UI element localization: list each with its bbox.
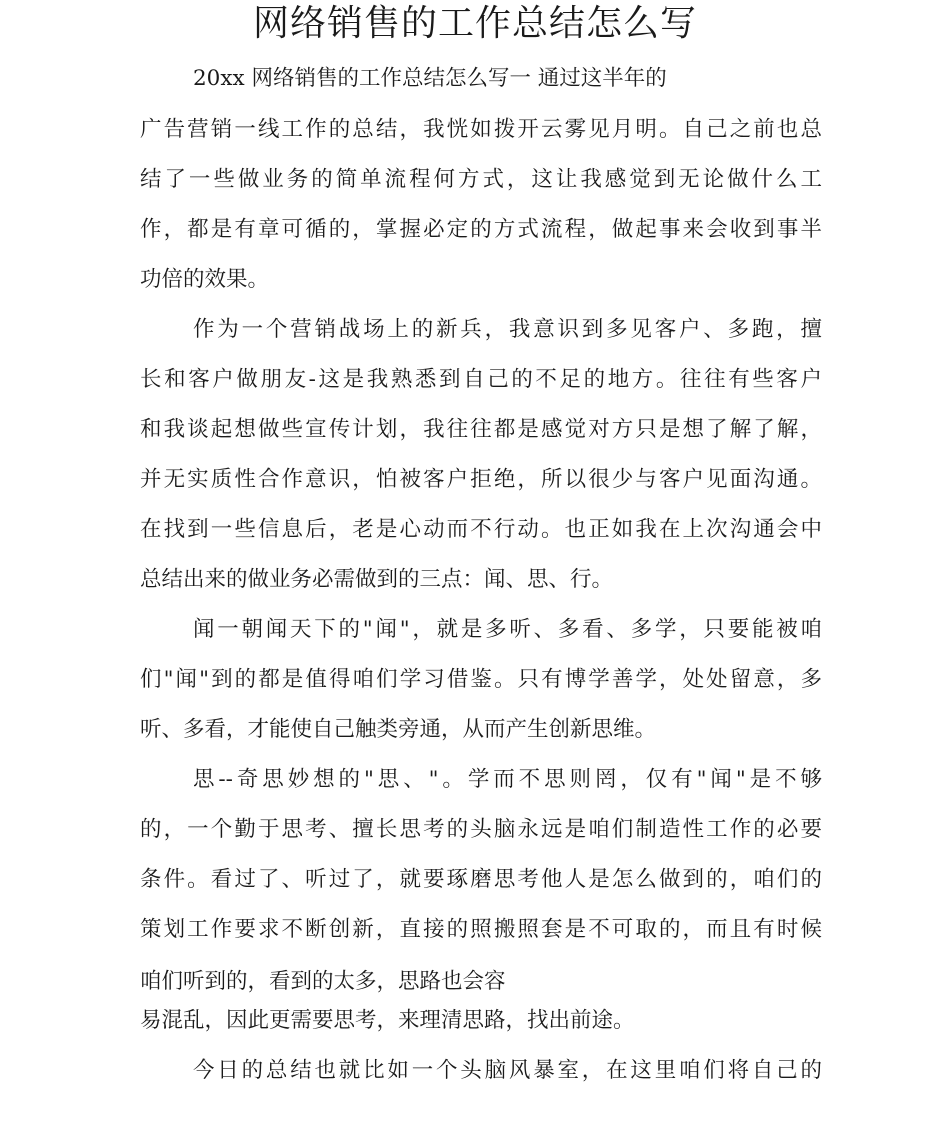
paragraph-line: 作为一个营销战场上的新兵，我意识到多见客户、多跑，擅 — [193, 317, 822, 342]
paragraph-line: 的，一个勤于思考、擅长思考的头脑永远是咱们制造性工作的必要 — [140, 817, 822, 842]
paragraph-line: 在找到一些信息后，老是心动而不行动。也正如我在上次沟通会中 — [140, 517, 822, 542]
paragraph-line: 条件。看过了、听过了，就要琢磨思考他人是怎么做到的，咱们的 — [140, 867, 822, 892]
paragraph-line: 闻一朝闻天下的"闻"，就是多听、多看、多学，只要能被咱 — [193, 617, 822, 642]
paragraph-line: 思--奇思妙想的"思、"。学而不思则罔，仅有"闻"是不够 — [193, 767, 822, 792]
paragraph-line: 作，都是有章可循的，掌握必定的方式流程，做起事来会收到事半 — [140, 217, 822, 242]
paragraph-line: 策划工作要求不断创新，直接的照搬照套是不可取的，而且有时候 — [140, 917, 822, 942]
paragraph-line: 广告营销一线工作的总结，我恍如拨开云雾见月明。自己之前也总 — [140, 117, 822, 142]
paragraph-line: 咱们听到的，看到的太多，思路也会容 — [140, 969, 506, 994]
paragraph-line: 听、多看，才能使自己触类旁通，从而产生创新思维。 — [140, 717, 657, 742]
paragraph-line: 功倍的效果。 — [140, 267, 270, 292]
paragraph-line: 和我谈起想做些宣传计划，我往往都是感觉对方只是想了解了解， — [140, 417, 822, 442]
paragraph-line: 今日的总结也就比如一个头脑风暴室，在这里咱们将自己的 — [193, 1058, 822, 1083]
paragraph-line: 20xx 网络销售的工作总结怎么写一 通过这半年的 — [193, 66, 667, 91]
paragraph-line: 易混乱，因此更需要思考，来理清思路，找出前途。 — [140, 1008, 635, 1033]
paragraph-line: 们"闻"到的都是值得咱们学习借鉴。只有博学善学，处处留意，多 — [140, 667, 822, 692]
paragraph-line: 长和客户做朋友-这是我熟悉到自己的不足的地方。往往有些客户 — [140, 367, 822, 392]
document-title: 网络销售的工作总结怎么写 — [252, 3, 697, 44]
paragraph-line: 并无实质性合作意识，怕被客户拒绝，所以很少与客户见面沟通。 — [140, 467, 822, 492]
paragraph-line: 结了一些做业务的简单流程何方式，这让我感觉到无论做什么工 — [140, 167, 822, 192]
paragraph-line: 总结出来的做业务必需做到的三点：闻、思、行。 — [140, 567, 614, 592]
